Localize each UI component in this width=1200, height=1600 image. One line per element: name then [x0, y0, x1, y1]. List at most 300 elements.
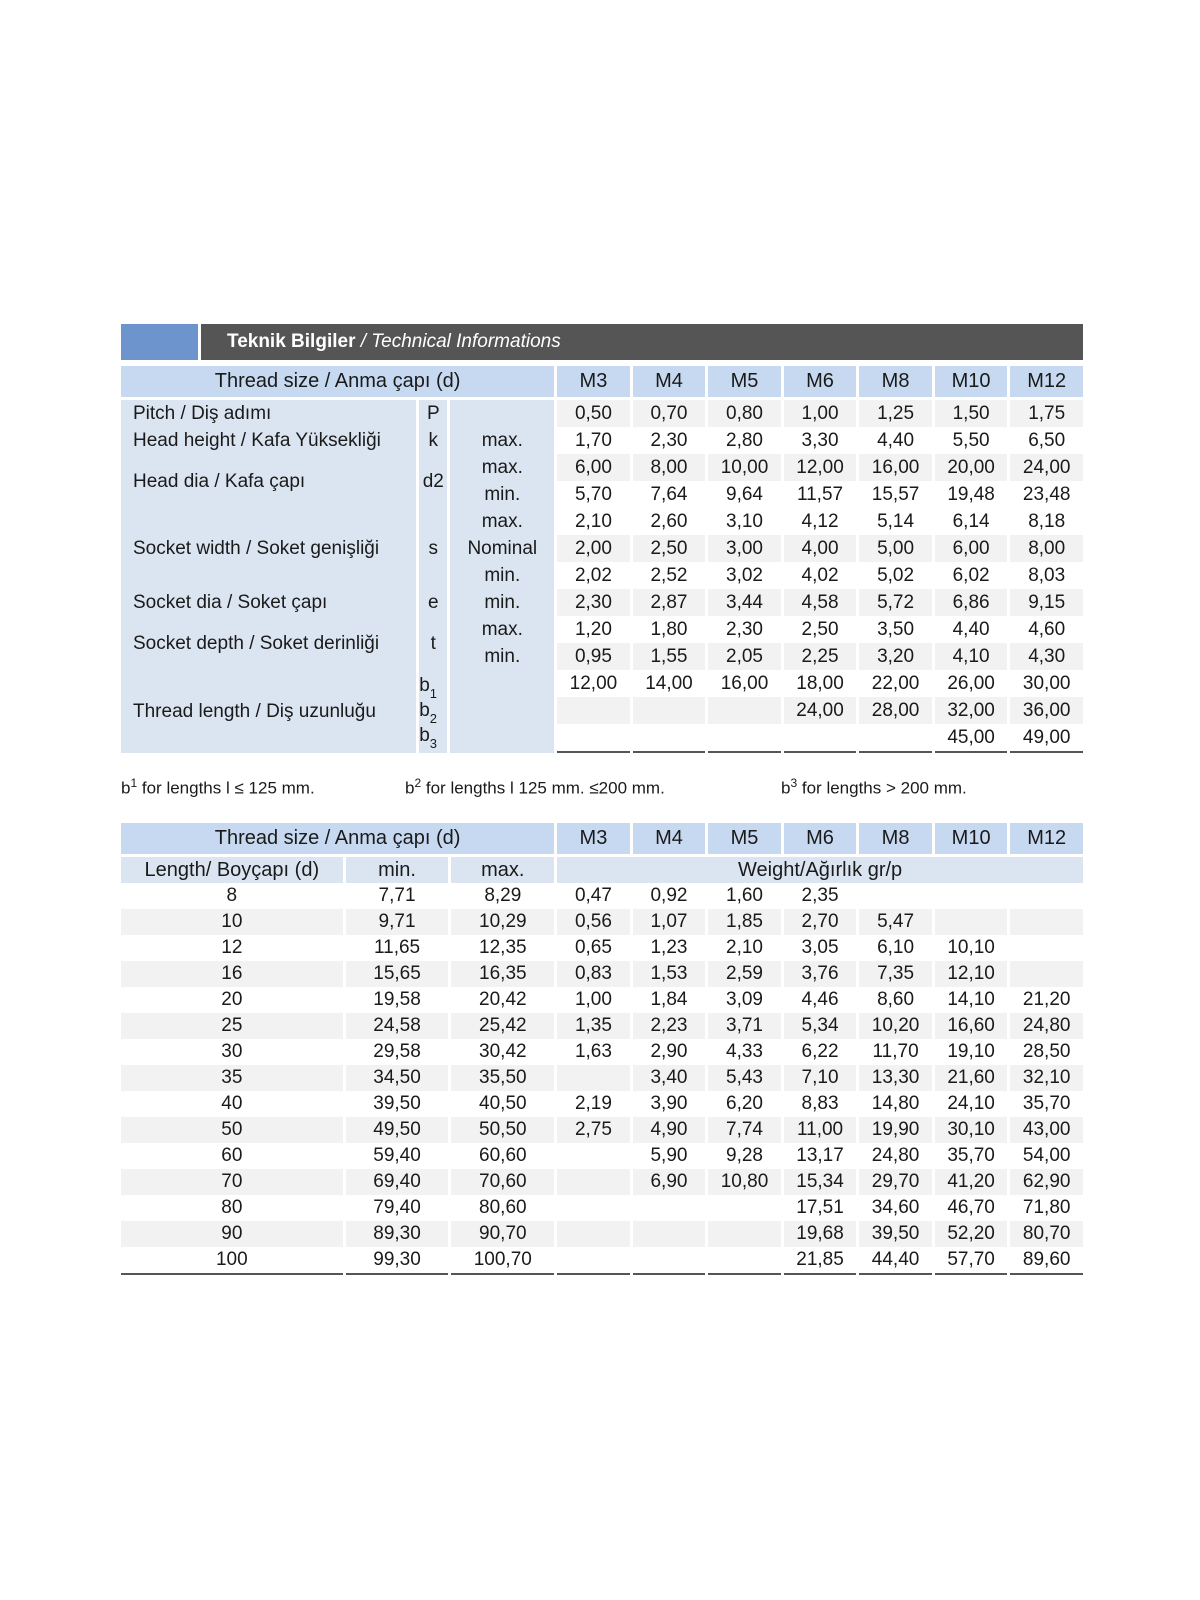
weight-cell: 9,28 — [726, 1145, 763, 1166]
header-title-tr: Teknik Bilgiler — [227, 331, 356, 352]
value-cell: 0,50 — [557, 400, 630, 427]
weight-cell: 15,34 — [784, 1169, 857, 1195]
value-cell: 24,00 — [1010, 454, 1083, 481]
length-header-row — [121, 857, 1083, 883]
weight-cell — [557, 1065, 630, 1091]
weight-cell: 1,84 — [650, 989, 688, 1010]
weight-cell: 2,75 — [557, 1117, 630, 1143]
size-header: M6 — [784, 823, 857, 854]
row-tolerance — [450, 400, 554, 427]
value-cell — [708, 697, 781, 724]
value-cell: 2,25 — [784, 643, 857, 670]
max-label: max. — [451, 857, 554, 883]
value-cell: 12,00 — [784, 454, 857, 481]
thread-length-symbol — [419, 724, 447, 749]
value-cell: 24,00 — [784, 697, 857, 724]
length-cell: 25 — [121, 1013, 343, 1039]
weight-cell: 2,70 — [784, 909, 857, 935]
weight-row — [121, 1195, 1083, 1221]
value-cell: 2,02 — [574, 565, 612, 586]
min-cell: 15,65 — [346, 961, 449, 987]
size-header: M5 — [708, 823, 781, 854]
value-cell: 0,95 — [557, 643, 630, 670]
value-cell: 4,02 — [801, 565, 839, 586]
size-header: M6 — [784, 366, 857, 397]
value-cell: 49,00 — [1010, 724, 1083, 753]
weight-cell: 5,90 — [650, 1145, 688, 1166]
dimension-row — [121, 400, 1083, 427]
row-tolerance: max. — [450, 508, 554, 535]
size-header: M10 — [935, 823, 1008, 854]
thread-length-symbols — [419, 670, 447, 753]
weight-cell: 3,09 — [726, 989, 763, 1010]
min-cell: 9,71 — [346, 909, 449, 935]
value-cell: 2,30 — [726, 619, 763, 640]
thread-length-symbol — [419, 699, 447, 724]
symbol-subscript: 3 — [429, 736, 438, 751]
weight-cell: 12,10 — [935, 961, 1008, 987]
weight-cell: 2,90 — [650, 1041, 688, 1062]
weight-row — [121, 1221, 1083, 1247]
symbol-b: b — [419, 725, 430, 746]
value-cell: 1,20 — [574, 619, 612, 640]
weight-cell: 1,53 — [633, 961, 706, 987]
row-tolerance: max. — [450, 616, 554, 643]
value-cell — [633, 724, 706, 753]
weight-cell — [1010, 961, 1083, 987]
value-cell: 8,18 — [1028, 511, 1066, 532]
value-cell — [557, 697, 630, 724]
row-tolerance: max. — [450, 427, 554, 454]
value-cell: 10,00 — [708, 454, 781, 481]
min-cell: 59,40 — [373, 1145, 421, 1166]
weight-cell: 17,51 — [796, 1197, 844, 1218]
length-cell: 20 — [221, 989, 243, 1010]
note-b1: $b^1$ for lengths l ≤ 125 mm. — [121, 776, 315, 798]
weight-row — [121, 1247, 1083, 1275]
weight-cell: 6,20 — [726, 1093, 763, 1114]
value-cell: 4,40 — [952, 619, 990, 640]
length-cell: 10 — [121, 909, 343, 935]
value-cell: 8,00 — [1010, 535, 1083, 562]
weight-cell: 29,70 — [859, 1169, 932, 1195]
value-cell: 8,03 — [1028, 565, 1066, 586]
weight-cell: 71,80 — [1022, 1197, 1071, 1218]
max-cell: 80,60 — [479, 1197, 527, 1218]
min-cell: 89,30 — [346, 1221, 449, 1247]
row-label: Socket dia / Soket çapı — [121, 589, 416, 616]
weight-cell: 19,68 — [784, 1221, 857, 1247]
weight-cell — [557, 1221, 630, 1247]
weight-cell — [1010, 883, 1083, 909]
weight-cell: 3,71 — [708, 1013, 781, 1039]
length-cell: 70 — [121, 1169, 343, 1195]
weight-cell: 19,90 — [859, 1117, 932, 1143]
weight-cell: 3,90 — [650, 1093, 688, 1114]
row-tolerance: min. — [450, 589, 554, 616]
symbol-subscript: 2 — [429, 711, 438, 726]
size-header: M12 — [1010, 366, 1083, 397]
length-cell: 100 — [121, 1247, 343, 1275]
weight-cell: 30,10 — [935, 1117, 1008, 1143]
thread-size-label: Thread size / Anma çapı (d) — [121, 823, 554, 854]
value-cell — [708, 724, 781, 753]
weight-cell — [708, 1221, 781, 1247]
value-cell: 6,14 — [952, 511, 990, 532]
weight-cell: 13,30 — [859, 1065, 932, 1091]
note-b2: $b^2$ for lengths l 125 mm. ≤200 mm. — [405, 776, 665, 798]
value-cell: 2,52 — [650, 565, 688, 586]
weight-cell: 1,23 — [650, 937, 688, 958]
weight-cell: 89,60 — [1010, 1247, 1083, 1275]
weight-cell: 1,07 — [633, 909, 706, 935]
length-cell: 16 — [121, 961, 343, 987]
value-cell: 18,00 — [796, 673, 844, 694]
value-cell: 4,30 — [1010, 643, 1083, 670]
header-title-en: / Technical Informations — [355, 331, 561, 352]
weight-row — [121, 935, 1083, 961]
weight-row — [121, 1143, 1083, 1169]
weight-cell — [708, 1247, 781, 1275]
weight-cell: 13,17 — [796, 1145, 844, 1166]
value-cell: 1,75 — [1010, 400, 1083, 427]
weight-cell: 2,59 — [708, 961, 781, 987]
value-cell: 30,00 — [1022, 673, 1071, 694]
weight-row — [121, 1065, 1083, 1091]
value-cell: 12,00 — [569, 673, 618, 694]
weight-cell: 5,47 — [859, 909, 932, 935]
symbol-b: b — [419, 675, 430, 696]
weight-cell: 44,40 — [859, 1247, 932, 1275]
weight-row — [121, 883, 1083, 909]
size-header: M12 — [1010, 823, 1083, 854]
weight-cell: 28,50 — [1022, 1041, 1071, 1062]
weight-cell: 1,60 — [726, 885, 763, 906]
thread-length-symbol — [419, 674, 447, 699]
weight-cell: 46,70 — [947, 1197, 995, 1218]
max-cell: 50,50 — [451, 1117, 554, 1143]
weight-cell: 2,10 — [726, 937, 763, 958]
value-cell: 6,00 — [935, 535, 1008, 562]
value-cell: 5,72 — [859, 589, 932, 616]
weight-cell: 7,10 — [784, 1065, 857, 1091]
weight-cell: 14,10 — [947, 989, 995, 1010]
value-cell: 4,40 — [877, 430, 915, 451]
row-label: Thread length / Diş uzunluğu — [121, 670, 416, 753]
weight-cell — [935, 909, 1008, 935]
weight-cell: 8,60 — [877, 989, 915, 1010]
symbol-b: b — [419, 700, 430, 721]
value-cell: 6,50 — [1028, 430, 1066, 451]
weight-cell: 5,43 — [708, 1065, 781, 1091]
weight-cell: 54,00 — [1022, 1145, 1071, 1166]
value-cell: 2,30 — [650, 430, 688, 451]
row-label: Head dia / Kafa çapı — [121, 454, 416, 508]
value-cell: 4,60 — [1028, 619, 1066, 640]
length-cell: 90 — [121, 1221, 343, 1247]
value-cell: 8,00 — [633, 454, 706, 481]
weight-cell: 24,80 — [1010, 1013, 1083, 1039]
size-header: M5 — [708, 366, 781, 397]
value-cell: 28,00 — [859, 697, 932, 724]
row-label: Pitch / Diş adımı — [121, 400, 416, 427]
thread-size-header-row — [121, 366, 1083, 397]
length-cell: 50 — [121, 1117, 343, 1143]
value-cell: 4,10 — [935, 643, 1008, 670]
row-tolerance: Nominal — [450, 535, 554, 562]
min-cell: 11,65 — [373, 937, 421, 958]
min-cell: 34,50 — [346, 1065, 449, 1091]
value-cell: 19,48 — [947, 484, 995, 505]
max-cell: 40,50 — [479, 1093, 527, 1114]
size-header: M8 — [859, 823, 932, 854]
technical-sheet — [121, 324, 1083, 1275]
size-header: M3 — [557, 823, 630, 854]
min-cell: 24,58 — [346, 1013, 449, 1039]
note-b3: $b^3$ for lengths > 200 mm. — [781, 776, 967, 798]
length-label: Length/ Boyçapı (d) — [121, 857, 343, 883]
value-cell: 3,30 — [801, 430, 839, 451]
dimension-row — [121, 508, 1083, 535]
value-cell — [859, 724, 932, 753]
weight-cell: 7,74 — [708, 1117, 781, 1143]
weight-cell: 16,60 — [935, 1013, 1008, 1039]
weight-row — [121, 1117, 1083, 1143]
weight-cell: 41,20 — [935, 1169, 1008, 1195]
weight-row — [121, 1039, 1083, 1065]
weight-cell: 10,80 — [708, 1169, 781, 1195]
weight-cell: 0,47 — [574, 885, 612, 906]
weight-cell: 21,20 — [1022, 989, 1071, 1010]
weight-label: Weight/Ağırlık gr/p — [557, 857, 1083, 883]
weight-row — [121, 987, 1083, 1013]
max-cell: 10,29 — [451, 909, 554, 935]
dimension-row — [121, 589, 1083, 616]
row-symbol: k — [419, 427, 447, 454]
weight-cell: 43,00 — [1010, 1117, 1083, 1143]
value-cell: 26,00 — [947, 673, 995, 694]
value-cell: 1,50 — [935, 400, 1008, 427]
weight-cell: 21,60 — [935, 1065, 1008, 1091]
value-cell: 2,50 — [801, 619, 839, 640]
max-cell: 20,42 — [479, 989, 527, 1010]
max-cell: 16,35 — [451, 961, 554, 987]
weight-cell — [1010, 935, 1083, 961]
weight-cell — [633, 1221, 706, 1247]
weight-cell: 6,10 — [877, 937, 915, 958]
weight-cell: 57,70 — [935, 1247, 1008, 1275]
value-cell: 32,00 — [935, 697, 1008, 724]
value-cell: 23,48 — [1022, 484, 1071, 505]
header-accent-block — [121, 324, 198, 360]
weight-cell — [633, 1195, 706, 1221]
max-cell: 100,70 — [451, 1247, 554, 1275]
weight-cell: 0,83 — [557, 961, 630, 987]
dimensions-table — [118, 366, 1086, 753]
value-cell: 0,80 — [708, 400, 781, 427]
weight-cell: 32,10 — [1010, 1065, 1083, 1091]
value-cell: 3,10 — [726, 511, 763, 532]
value-cell: 3,02 — [726, 565, 763, 586]
row-label: Socket depth / Soket derinliği — [121, 616, 416, 670]
length-cell: 35 — [121, 1065, 343, 1091]
weight-cell — [633, 1247, 706, 1275]
weight-row — [121, 1013, 1083, 1039]
value-cell: 16,00 — [720, 673, 769, 694]
row-tolerance: max. — [450, 454, 554, 481]
row-tolerance: min. — [450, 481, 554, 508]
length-cell: 12 — [221, 937, 243, 958]
min-cell: 29,58 — [373, 1041, 421, 1062]
weight-cell: 11,00 — [784, 1117, 857, 1143]
weight-cell: 4,46 — [801, 989, 839, 1010]
weight-cell: 14,80 — [871, 1093, 920, 1114]
value-cell: 2,87 — [633, 589, 706, 616]
weight-cell: 52,20 — [935, 1221, 1008, 1247]
value-cell: 2,60 — [650, 511, 688, 532]
value-cell: 9,15 — [1010, 589, 1083, 616]
min-label: min. — [346, 857, 449, 883]
weight-row — [121, 1091, 1083, 1117]
size-header: M3 — [557, 366, 630, 397]
length-cell: 80 — [221, 1197, 243, 1218]
value-cell: 16,00 — [859, 454, 932, 481]
value-cell: 2,80 — [726, 430, 763, 451]
value-cell — [784, 724, 857, 753]
min-cell: 39,50 — [373, 1093, 421, 1114]
weight-cell: 7,35 — [859, 961, 932, 987]
row-tolerance: min. — [450, 562, 554, 589]
value-cell: 36,00 — [1010, 697, 1083, 724]
value-cell — [633, 697, 706, 724]
weight-cell — [1010, 909, 1083, 935]
value-cell: 15,57 — [871, 484, 920, 505]
dimension-row — [121, 427, 1083, 454]
row-tolerance — [450, 670, 554, 753]
min-cell: 49,50 — [346, 1117, 449, 1143]
symbol-subscript: 1 — [429, 686, 438, 701]
min-cell: 99,30 — [346, 1247, 449, 1275]
value-cell: 6,86 — [935, 589, 1008, 616]
dimension-row — [121, 670, 1083, 697]
value-cell: 9,64 — [726, 484, 763, 505]
max-cell: 70,60 — [451, 1169, 554, 1195]
max-cell: 90,70 — [451, 1221, 554, 1247]
weight-cell: 2,23 — [633, 1013, 706, 1039]
weight-cell: 19,10 — [947, 1041, 995, 1062]
header-bar — [201, 324, 1083, 360]
size-header: M4 — [633, 366, 706, 397]
value-cell: 5,70 — [574, 484, 612, 505]
min-cell: 79,40 — [373, 1197, 421, 1218]
min-cell: 7,71 — [378, 885, 416, 906]
row-symbol: P — [419, 400, 447, 427]
value-cell: 2,00 — [557, 535, 630, 562]
max-cell: 60,60 — [479, 1145, 527, 1166]
value-cell: 1,25 — [859, 400, 932, 427]
weight-cell: 35,70 — [1022, 1093, 1071, 1114]
value-cell: 5,14 — [877, 511, 915, 532]
size-header: M4 — [633, 823, 706, 854]
weight-cell: 1,35 — [557, 1013, 630, 1039]
weight-cell: 5,34 — [784, 1013, 857, 1039]
weight-cell: 3,76 — [784, 961, 857, 987]
max-cell: 30,42 — [479, 1041, 527, 1062]
value-cell: 4,00 — [784, 535, 857, 562]
value-cell: 2,05 — [708, 643, 781, 670]
weight-cell: 0,92 — [650, 885, 688, 906]
thread-size-label: Thread size / Anma çapı (d) — [121, 366, 554, 397]
length-cell: 60 — [221, 1145, 243, 1166]
value-cell: 1,80 — [650, 619, 688, 640]
max-cell: 8,29 — [484, 885, 522, 906]
weight-cell: 24,80 — [871, 1145, 920, 1166]
weight-cell — [859, 883, 932, 909]
value-cell: 1,00 — [784, 400, 857, 427]
value-cell: 22,00 — [871, 673, 920, 694]
length-cell: 30 — [221, 1041, 243, 1062]
weight-cell: 1,85 — [708, 909, 781, 935]
weight-cell: 2,35 — [801, 885, 839, 906]
weight-cell: 6,22 — [801, 1041, 839, 1062]
size-header: M10 — [935, 366, 1008, 397]
row-symbol: d2 — [419, 454, 447, 508]
row-tolerance: min. — [450, 643, 554, 670]
value-cell: 6,00 — [557, 454, 630, 481]
value-cell: 3,50 — [877, 619, 915, 640]
weight-cell — [708, 1195, 781, 1221]
weight-cell: 21,85 — [784, 1247, 857, 1275]
value-cell: 4,58 — [784, 589, 857, 616]
value-cell — [557, 724, 630, 753]
max-cell: 12,35 — [479, 937, 527, 958]
value-cell: 5,50 — [952, 430, 990, 451]
weight-cell: 3,05 — [801, 937, 839, 958]
weight-cell: 4,90 — [633, 1117, 706, 1143]
weight-cell: 6,90 — [633, 1169, 706, 1195]
length-cell: 8 — [226, 885, 238, 906]
weight-row — [121, 961, 1083, 987]
weight-cell — [557, 1247, 630, 1275]
weight-table — [118, 823, 1086, 1275]
value-cell: 2,50 — [633, 535, 706, 562]
row-symbol: t — [419, 616, 447, 670]
weight-cell: 39,50 — [859, 1221, 932, 1247]
value-cell: 1,55 — [633, 643, 706, 670]
weight-cell: 80,70 — [1010, 1221, 1083, 1247]
weight-cell: 1,00 — [574, 989, 612, 1010]
weight-cell: 1,63 — [574, 1041, 612, 1062]
value-cell: 5,00 — [859, 535, 932, 562]
value-cell: 6,02 — [952, 565, 990, 586]
weight-row — [121, 1169, 1083, 1195]
min-cell: 19,58 — [373, 989, 421, 1010]
weight-cell: 8,83 — [801, 1093, 839, 1114]
weight-row — [121, 909, 1083, 935]
length-cell: 40 — [221, 1093, 243, 1114]
weight-cell: 0,65 — [574, 937, 612, 958]
weight-cell: 4,33 — [726, 1041, 763, 1062]
weight-cell: 0,56 — [557, 909, 630, 935]
row-symbol: e — [419, 589, 447, 616]
value-cell: 0,70 — [633, 400, 706, 427]
value-cell: 5,02 — [877, 565, 915, 586]
value-cell: 14,00 — [645, 673, 693, 694]
weight-cell: 10,20 — [859, 1013, 932, 1039]
value-cell: 7,64 — [650, 484, 688, 505]
weight-cell: 24,10 — [947, 1093, 995, 1114]
value-cell: 4,12 — [801, 511, 839, 532]
